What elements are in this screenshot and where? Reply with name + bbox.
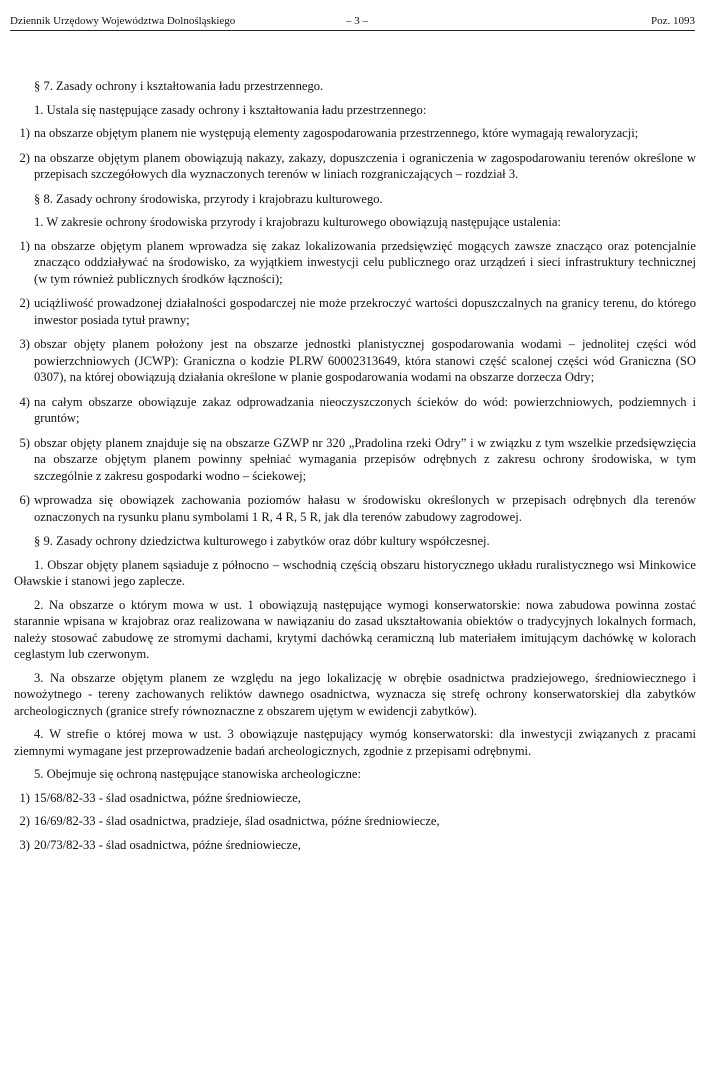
list-item-number: 6) [19, 493, 30, 507]
list-item-number: 3) [19, 837, 30, 852]
list-item-number: 2) [19, 150, 30, 165]
section-9-paragraph-5: 5. Obejmuje się ochroną następujące stanowiska archeologiczne: [34, 767, 361, 781]
list-item-number: 4) [19, 394, 30, 409]
list-item-text: uciążliwość prowadzonej działalności gospodarczej nie może przekroczyć wartości dopuszczalnych na granicy terenu, do którego inwestor posiada tytuł prawny; [34, 296, 696, 327]
list-item-number: 3) [19, 337, 30, 351]
journal-title: Dziennik Urzędowy Województwa Dolnośląskiego [10, 15, 236, 27]
list-item-number: 1) [19, 790, 30, 805]
list-item [14, 790, 696, 807]
section-9-paragraph-3: 3. Na obszarze objętym planem ze względu na jego lokalizację w obrębie osadnictwa pradziejowego, średniowiecznego i nowożytnego - tereny zachowanych reliktów dawnego osadnictwa, wyznacza się strefę ochrony konserwatorskiej dla zabytków archeologicznych (granice strefy równoznaczne z obszarem ujętym w ewidencji zabytków). [14, 670, 696, 718]
archaeological-sites-list [14, 790, 696, 854]
list-item-text: obszar objęty planem znajduje się na obszarze GZWP nr 320 „Pradolina rzeki Odry” i w związku z tym wszelkie przedsięwzięcia na obszarze objętym planem powinny spełniać wymagania przepisów odrębnych z zakresu ochrony środowiska, w tym szczególnie z zakresu gospodarki wodno – ściekowej; [34, 435, 696, 483]
list-item-number: 1) [19, 126, 30, 140]
list-item [14, 125, 696, 142]
section-7-list [14, 125, 696, 183]
list-item-text: wprowadza się obowiązek zachowania poziomów hałasu w środowisku określonych w przepisach odrębnych dla terenów oznaczonych na rysunku planu symbolami 1 R, 4 R, 5 R, jak dla terenów zabudowy zagrodowej. [34, 493, 696, 524]
list-item [14, 813, 696, 830]
list-item [14, 295, 696, 328]
list-item-text: na obszarze objętym planem nie występują elementy zagospodarowania przestrzennego, które wymagają rewaloryzacji; [34, 126, 639, 140]
list-item-number: 1) [19, 238, 30, 253]
section-8-title: § 8. Zasady ochrony środowiska, przyrody i krajobrazu kulturowego. [34, 191, 383, 206]
list-item-text: na całym obszarze obowiązuje zakaz odprowadzania nieoczyszczonych ścieków do wód: powierzchniowych, podziemnych i gruntów; [34, 394, 696, 425]
page-header [10, 13, 695, 31]
section-9-paragraph-2: 2. Na obszarze o którym mowa w ust. 1 obowiązują następujące wymogi konserwatorskie: nowa zabudowa powinna zostać starannie wpisana w krajobraz oraz realizowana w nawiązaniu do zasad ukształtowania obiektów o tradycyjnych lokalnych formach, należy stosować zabudowę ze stromymi dachami, krytymi dachówką ceramiczną lub materiałem imitującym dachówkę w kolorach ceglastym lub czerwonym. [14, 597, 696, 661]
list-item [14, 394, 696, 427]
list-item [14, 238, 696, 288]
list-item-text: obszar objęty planem położony jest na obszarze jednostki planistycznej gospodarowania wodami – jednolitej części wód powierzchniowych (JCWP): Graniczna o kodzie PLRW 60002313649, która stanowi część scalonej części wód Graniczna (SO 0307), na której obowiązują działania określone w planie gospodarowania wodami na obszarze dorzecza Odry; [34, 337, 696, 384]
list-item-text: na obszarze objętym planem wprowadza się zakaz lokalizowania przedsięwzięć mogących zawsze znacząco oraz potencjalnie znacząco oddziaływać na środowisko, za wyjątkiem inwestycji celu publicznego oraz urządzeń i sieci infrastruktury technicznej (w tym również publicznych środków łączności); [34, 238, 696, 286]
list-item [14, 492, 696, 525]
section-8-paragraph-1: 1. W zakresie ochrony środowiska przyrody i krajobrazu kulturowego obowiązują następujące ustalenia: [34, 215, 561, 229]
list-item-text: 15/68/82-33 - ślad osadnictwa, późne średniowiecze, [34, 790, 301, 805]
list-item-text: 20/73/82-33 - ślad osadnictwa, późne średniowiecze, [34, 837, 301, 852]
page-number: – 3 – [346, 15, 368, 27]
position-number: Poz. 1093 [651, 15, 695, 27]
section-8-list [14, 238, 696, 526]
section-9-paragraph-4: 4. W strefie o której mowa w ust. 3 obowiązuje następujący wymóg konserwatorski: dla inwestycji związanych z pracami ziemnymi wymagane jest przeprowadzenie badań archeologicznych, zgodnie z przepisami odrębnymi. [14, 727, 696, 758]
list-item [14, 336, 696, 386]
list-item [14, 837, 696, 854]
section-7-paragraph-1: 1. Ustala się następujące zasady ochrony i kształtowania ładu przestrzennego: [34, 102, 427, 117]
document-body [14, 78, 696, 860]
section-7-title: § 7. Zasady ochrony i kształtowania ładu przestrzennego. [34, 79, 324, 93]
list-item-text: na obszarze objętym planem obowiązują nakazy, zakazy, dopuszczenia i ograniczenia w zagospodarowaniu terenów określone w przepisach szczegółowych dla wyznaczonych terenów w liniach rozgraniczających – rozdział 3. [34, 150, 696, 181]
list-item-number: 2) [19, 814, 30, 828]
list-item-number: 2) [19, 296, 30, 310]
list-item [14, 435, 696, 485]
list-item [14, 150, 696, 183]
list-item-number: 5) [19, 435, 30, 450]
list-item-text: 16/69/82-33 - ślad osadnictwa, pradzieje, ślad osadnictwa, późne średniowiecze, [34, 814, 440, 828]
section-9-title: § 9. Zasady ochrony dziedzictwa kulturowego i zabytków oraz dóbr kultury współczesnej. [34, 534, 490, 548]
section-9-paragraph-1: 1. Obszar objęty planem sąsiaduje z północno – wschodnią częścią obszaru historycznego układu ruralistycznego wsi Minkowice Oławskie i stanowi jego zaplecze. [14, 557, 696, 588]
